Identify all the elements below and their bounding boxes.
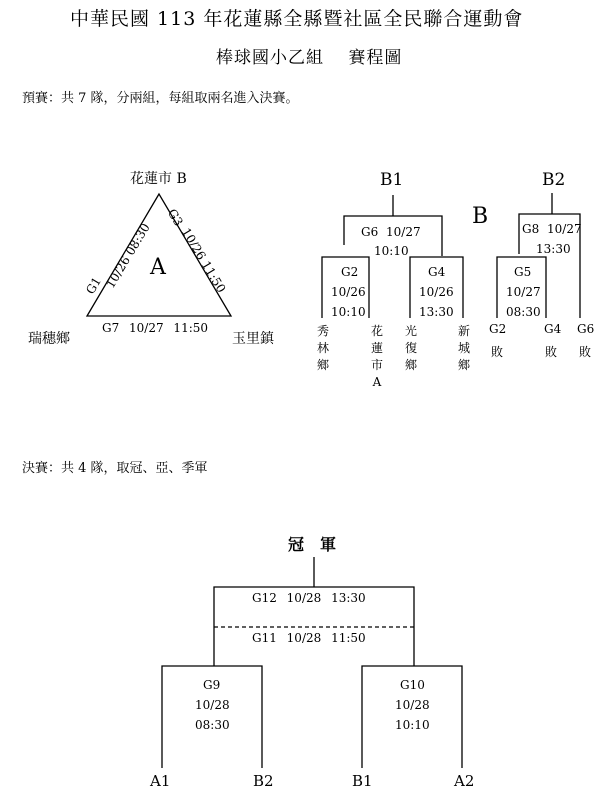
g5-line3: 08:30	[506, 305, 541, 319]
g4-line2: 10/26	[419, 285, 454, 299]
team-guangfu: 光 復 鄉	[404, 324, 417, 372]
team-top-a: 花蓮市 B	[130, 171, 187, 187]
g9-line1: G9	[203, 678, 221, 692]
team-hualien-a: 花 蓮 市 A	[370, 324, 383, 389]
g9-line2: 10/28	[195, 698, 230, 712]
page-title: 中華民國 113 年花蓮縣全縣暨社區全民聯合運動會	[70, 8, 524, 30]
g1-game-label: G1	[83, 274, 105, 297]
page-subtitle: 棒球國小乙組 賽程圖	[216, 48, 403, 68]
g12-game-info: G12 10/28 13:30	[252, 591, 366, 605]
g8-line1: G8 10/27	[522, 222, 582, 236]
g5-line1: G5	[514, 265, 532, 279]
g2-line2: 10/26	[331, 285, 366, 299]
team-right-a: 玉里鎮	[232, 331, 274, 347]
team-left-a: 瑞穗鄉	[28, 331, 70, 347]
g10-line1: G10	[400, 678, 425, 692]
g5-line2: 10/27	[506, 285, 541, 299]
slot-a2: A2	[454, 772, 475, 790]
g4-line1: G4	[428, 265, 446, 279]
team-xincheng: 新 城 鄉	[457, 324, 470, 372]
b2-label: B2	[542, 170, 566, 190]
g6-line2: 10:10	[374, 244, 409, 258]
g11-game-info: G11 10/28 11:50	[252, 631, 366, 645]
b1-label: B1	[380, 170, 404, 190]
g7-game-info: G7 10/27 11:50	[102, 321, 209, 335]
g2-line1: G2	[341, 265, 359, 279]
slot-a1: A1	[150, 772, 171, 790]
g3-game-info: 10/26 11:50	[178, 225, 229, 296]
champion-label: 冠 軍	[288, 535, 337, 554]
final-note: 決賽：共 4 隊，取冠、亞、季軍	[22, 461, 208, 476]
g6-line1: G6 10/27	[361, 225, 421, 239]
g8-line2: 13:30	[536, 242, 571, 256]
g2-line3: 10:10	[331, 305, 366, 319]
slot-b2: B2	[253, 772, 274, 790]
g3-game-label: G3	[164, 206, 186, 229]
group-a-label: A	[150, 255, 166, 280]
loser-g2-game: G2	[489, 322, 507, 336]
loser-g6-game: G6	[577, 322, 595, 336]
g1-game-info: 10/26 08:30	[103, 220, 153, 291]
loser-g6-word: 敗	[579, 345, 592, 359]
slot-b1: B1	[352, 772, 373, 790]
g10-line3: 10:10	[395, 718, 430, 732]
g4-line3: 13:30	[419, 305, 454, 319]
loser-g2-word: 敗	[491, 345, 504, 359]
team-xiulin: 秀 林 鄉	[316, 324, 329, 372]
group-b-label: B	[472, 204, 489, 229]
loser-g4-word: 敗	[545, 345, 558, 359]
g9-line3: 08:30	[195, 718, 230, 732]
loser-g4-game: G4	[544, 322, 562, 336]
prelim-note: 預賽：共 7 隊，分兩組，每組取兩名進入決賽。	[22, 91, 299, 106]
g10-line2: 10/28	[395, 698, 430, 712]
